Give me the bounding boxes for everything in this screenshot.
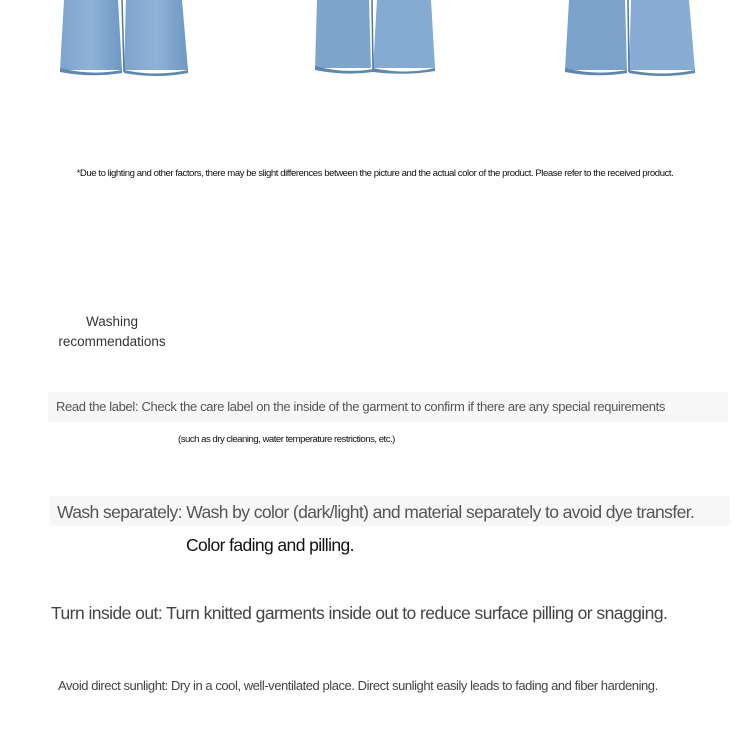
- tip-avoid-sunlight: Avoid direct sunlight: Dry in a cool, well-ventilated place. Direct sunlight easily leads to fading and fiber hardening.: [58, 678, 658, 693]
- jeans-image-1: [58, 0, 190, 78]
- washing-title-line-1: Washing: [85, 314, 139, 329]
- jeans-image-2: [313, 0, 437, 76]
- tip-wash-separately-note: Color fading and pilling.: [186, 535, 354, 555]
- washing-title: [52, 312, 172, 352]
- jeans-image-3: [563, 0, 697, 78]
- tip-turn-inside-out: Turn inside out: Turn knitted garments inside out to reduce surface pilling or snagging.: [51, 603, 668, 623]
- washing-title-line-2: recommendations: [58, 334, 166, 349]
- tip-wash-separately: Wash separately: Wash by color (dark/light) and material separately to avoid dye transfer.: [57, 502, 695, 522]
- jeans-icon: [58, 0, 190, 78]
- color-disclaimer: *Due to lighting and other factors, there may be slight differences between the picture and the actual color of the product. Please refer to the received product.: [76, 168, 674, 179]
- jeans-icon: [563, 0, 697, 78]
- jeans-icon: [313, 0, 437, 76]
- tip-read-label: Read the label: Check the care label on the inside of the garment to confirm if there are any special requirements: [56, 399, 666, 414]
- tip-read-label-note: (such as dry cleaning, water temperature restrictions, etc.): [178, 434, 395, 445]
